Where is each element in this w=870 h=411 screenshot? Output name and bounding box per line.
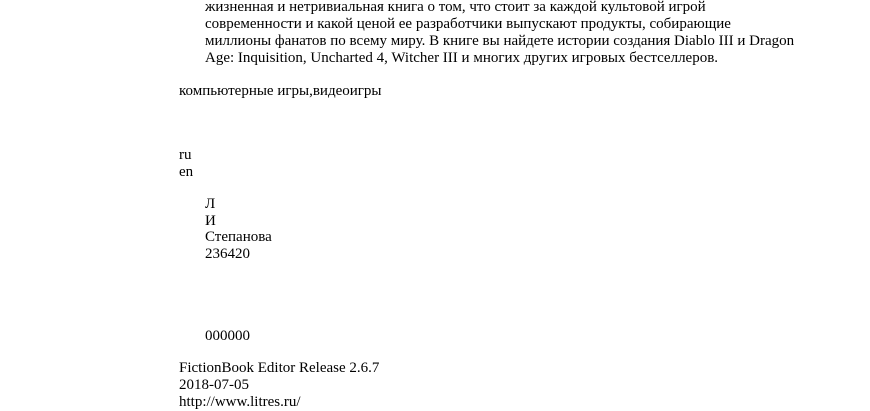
translator-middle-name: И — [205, 213, 216, 229]
annotation-line-4: Age: Inquisition, Uncharted 4, Witcher III и многих других игровых бестселлеров. — [205, 50, 719, 66]
translator-last-name: Степанова — [205, 229, 272, 245]
lang: ru — [179, 147, 192, 163]
annotation-line-3: миллионы фанатов по всему миру. В книге вы найдете истории создания Diablo III и Dragon — [205, 33, 795, 49]
document-date: 2018-07-05 — [179, 377, 249, 393]
source-url: http://www.litres.ru/ — [179, 394, 301, 410]
src-lang: en — [179, 164, 194, 180]
program-used: FictionBook Editor Release 2.6.7 — [179, 360, 380, 376]
keywords: компьютерные игры,видеоигры — [179, 83, 382, 99]
annotation-line-2: современности и какой ценой ее разработчики выпускают продукты, собирающие — [205, 16, 731, 32]
document-id: 000000 — [205, 328, 250, 344]
translator-first-name: Л — [205, 196, 216, 212]
annotation-line-1: жизненная и нетривиальная книга о том, что стоит за каждой культовой игрой — [205, 0, 706, 15]
translator-id: 236420 — [205, 246, 250, 262]
